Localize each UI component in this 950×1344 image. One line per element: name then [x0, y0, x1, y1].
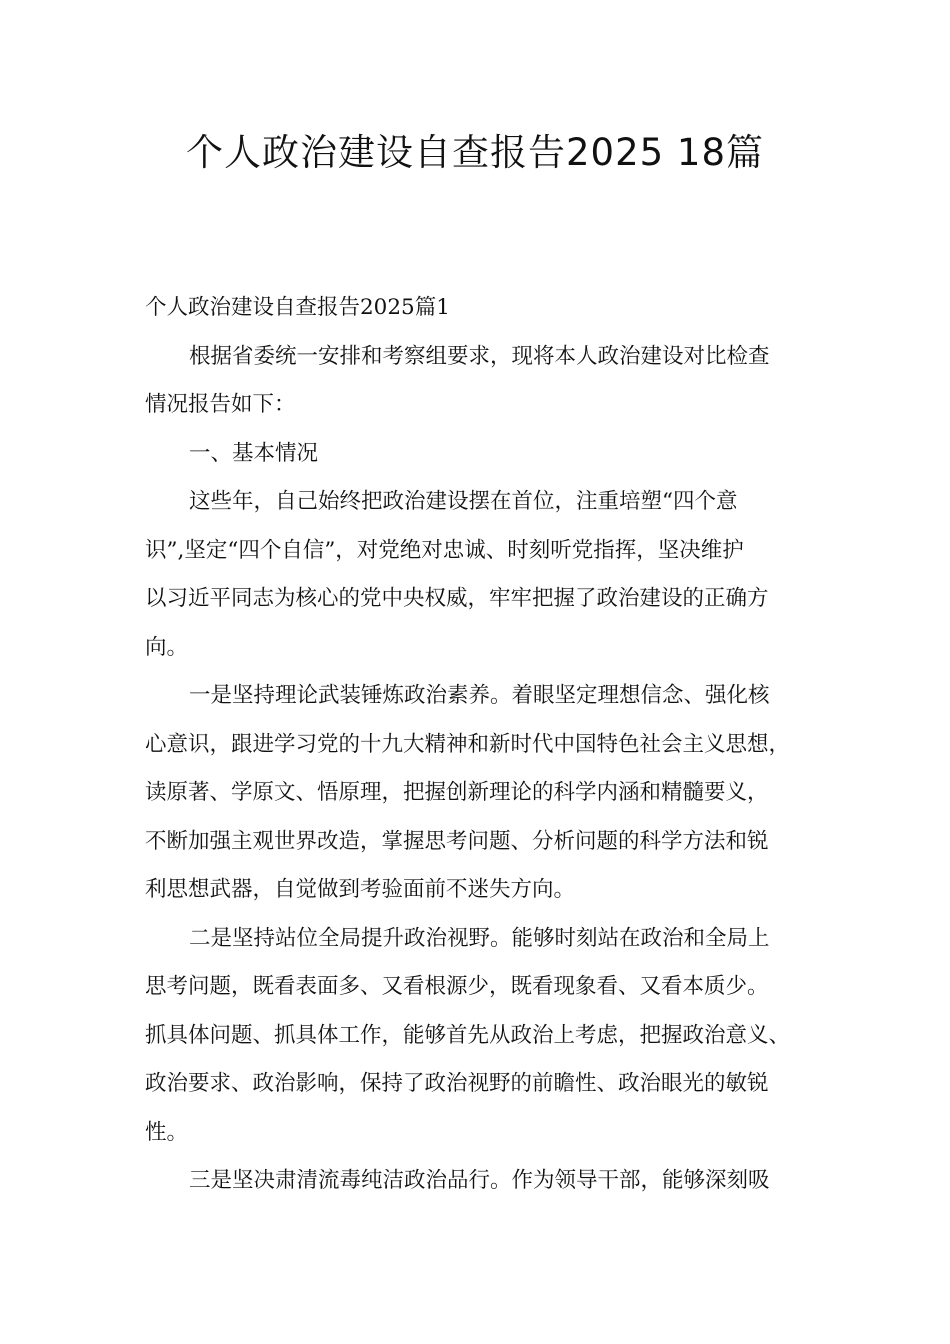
paragraph-line: 思考问题，既看表面多、又看根源少，既看现象看、又看本质少。 [145, 974, 769, 999]
paragraph-line: 三是坚决肃清流毒纯洁政治品行。作为领导干部，能够深刻吸 [189, 1168, 770, 1193]
section-title: 个人政治建设自查报告2025篇1 [145, 295, 450, 320]
paragraph-point-one [145, 672, 835, 915]
paragraph-heading-basic [145, 430, 835, 479]
paragraph-point-two [145, 915, 835, 1158]
paragraph-line: 一是坚持理论武装锤炼政治素养。着眼坚定理想信念、强化核 [189, 683, 770, 708]
paragraph-line: 情况报告如下： [145, 392, 296, 417]
document-body [145, 284, 835, 1206]
paragraph-point-three [145, 1157, 835, 1206]
paragraph-line: 这些年，自己始终把政治建设摆在首位，注重培塑“四个意 [189, 489, 738, 514]
paragraph-line: 利思想武器，自觉做到考验面前不迷失方向。 [145, 877, 576, 902]
paragraph-line: 以习近平同志为核心的党中央权威，牢牢把握了政治建设的正确方 [145, 586, 769, 611]
paragraph-intro [145, 333, 835, 430]
paragraph-overview [145, 478, 835, 672]
paragraph-line: 心意识，跟进学习党的十九大精神和新时代中国特色社会主义思想， [145, 731, 791, 757]
paragraph-line: 性。 [145, 1119, 189, 1145]
paragraph-line: 向。 [145, 634, 189, 660]
paragraph-line: 识”,坚定“四个自信”，对党绝对忠诚、时刻听党指挥，坚决维护 [145, 537, 744, 563]
paragraph-line: 根据省委统一安排和考察组要求，现将本人政治建设对比检查 [189, 343, 770, 369]
section-heading: 一、基本情况 [189, 440, 319, 466]
paragraph-line: 抓具体问题、抓具体工作，能够首先从政治上考虑，把握政治意义、 [145, 1022, 791, 1048]
paragraph-line: 政治要求、政治影响，保持了政治视野的前瞻性、政治眼光的敏锐 [145, 1071, 769, 1096]
document-title: 个人政治建设自查报告2025 18篇 [185, 131, 764, 174]
paragraph-line: 二是坚持站位全局提升政治视野。能够时刻站在政治和全局上 [189, 925, 770, 951]
paragraph-line: 不断加强主观世界改造，掌握思考问题、分析问题的科学方法和锐 [145, 828, 769, 854]
paragraph-line: 读原著、学原文、悟原理，把握创新理论的科学内涵和精髓要义， [145, 780, 769, 805]
